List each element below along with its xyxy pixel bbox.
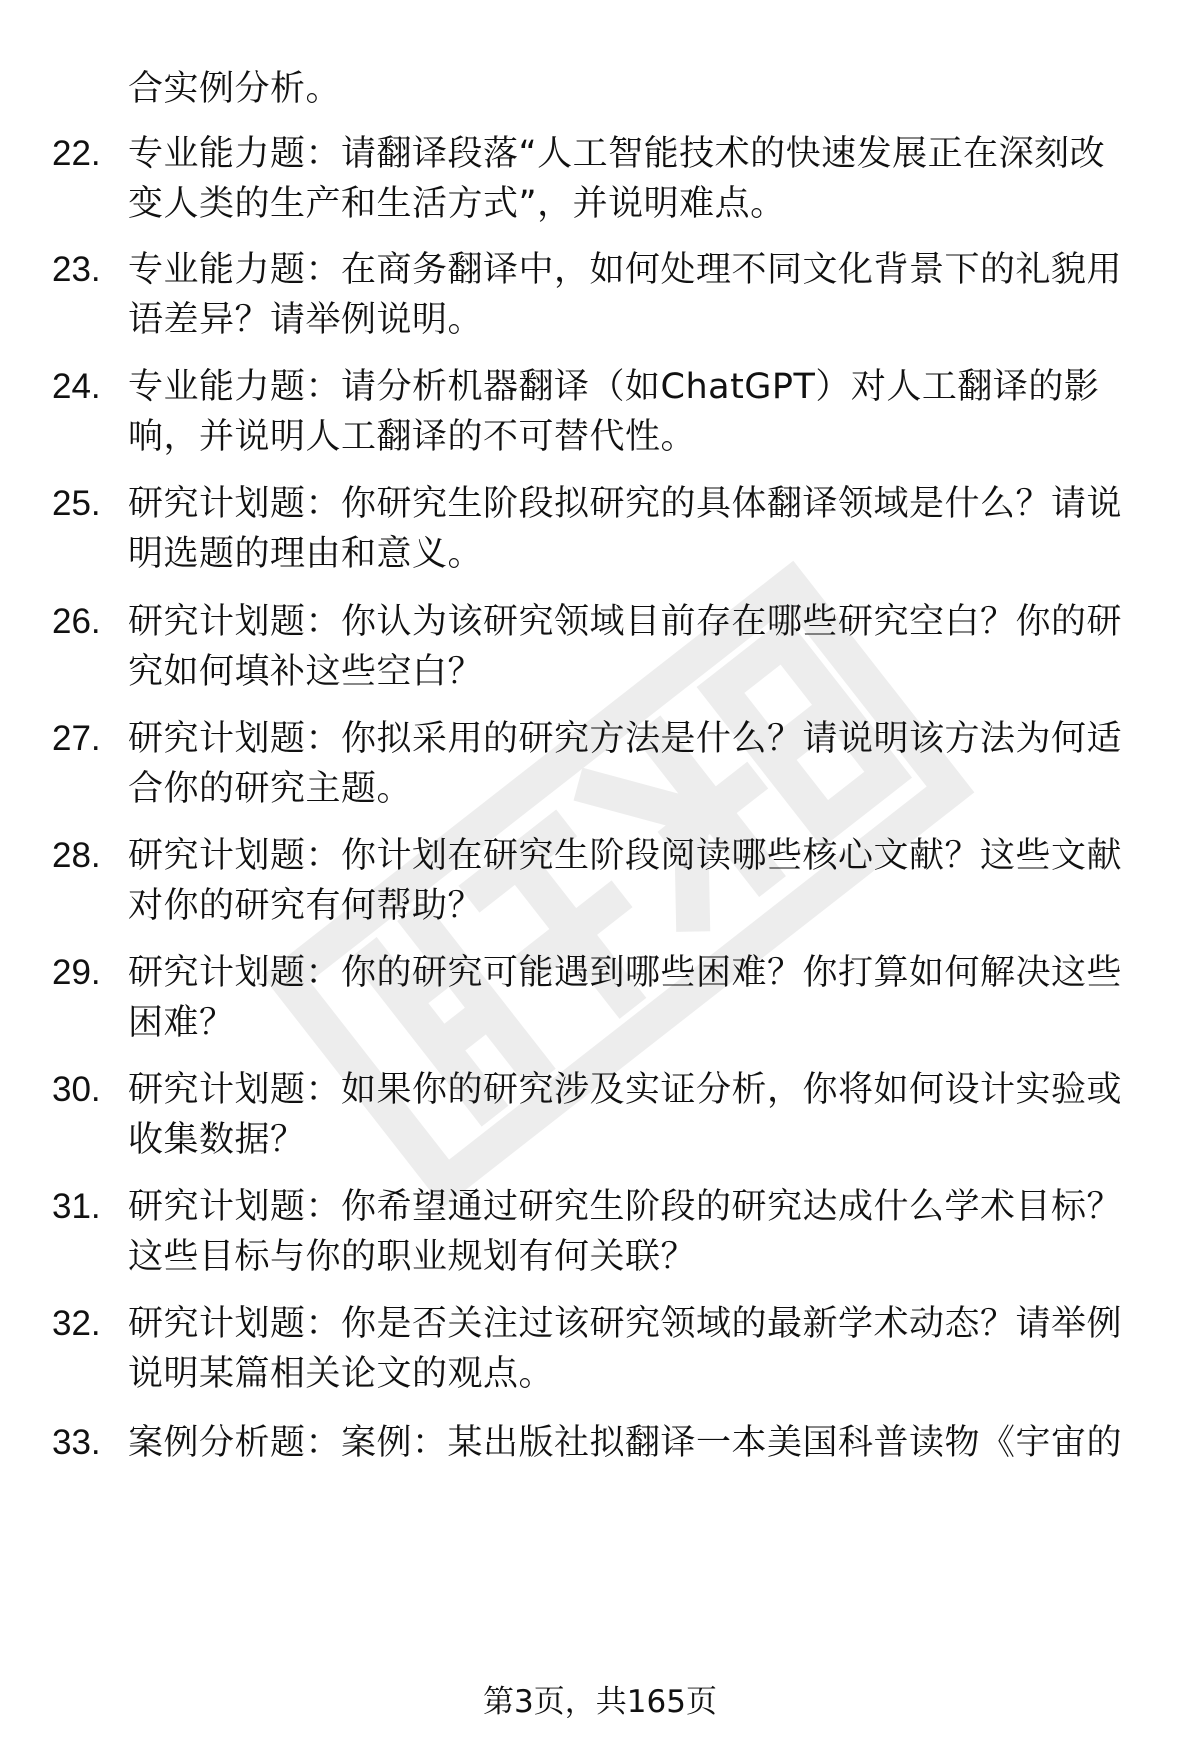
question-text: 研究计划题：你拟采用的研究方法是什么？请说明该方法为何适合你的研究主题。 [128,719,1123,809]
list-item [0,129,1200,239]
question-number: 32. [52,1304,101,1343]
question-text: 专业能力题：请翻译段落“人工智能技术的快速发展正在深刻改变人类的生产和生活方式”，并说明难点。 [128,134,1106,224]
list-item [0,597,1200,707]
list-item [0,1418,1200,1528]
question-number: 23. [52,250,101,289]
question-number: 30. [52,1070,101,1109]
question-text: 案例分析题：案例：某出版社拟翻译一本美国科普读物《宇宙的 [128,1423,1123,1463]
question-text: 研究计划题：你认为该研究领域目前存在哪些研究空白？你的研究如何填补这些空白？ [128,602,1123,692]
question-number: 29. [52,953,101,992]
question-text: 研究计划题：如果你的研究涉及实证分析，你将如何设计实验或收集数据？ [128,1070,1123,1160]
page-footer: 第3页，共165页 [483,1684,717,1720]
list-item [0,714,1200,824]
question-text: 研究计划题：你希望通过研究生阶段的研究达成什么学术目标？这些目标与你的职业规划有何关联？ [128,1187,1123,1277]
list-item [0,1182,1200,1292]
question-number: 33. [52,1423,101,1462]
question-number: 22. [52,134,101,173]
question-text: 专业能力题：请分析机器翻译（如ChatGPT）对人工翻译的影响，并说明人工翻译的不可替代性。 [128,367,1100,457]
question-text: 研究计划题：你研究生阶段拟研究的具体翻译领域是什么？请说明选题的理由和意义。 [128,484,1123,574]
question-number: 31. [52,1187,101,1226]
list-item [0,831,1200,941]
list-item [0,1299,1200,1409]
question-number: 27. [52,719,101,758]
question-text: 研究计划题：你计划在研究生阶段阅读哪些核心文献？这些文献对你的研究有何帮助？ [128,836,1123,926]
question-text: 研究计划题：你的研究可能遇到哪些困难？你打算如何解决这些困难？ [128,953,1123,1043]
list-item [0,245,1200,355]
question-number: 28. [52,836,101,875]
list-item [0,1065,1200,1175]
question-text: 专业能力题：在商务翻译中，如何处理不同文化背景下的礼貌用语差异？请举例说明。 [128,250,1123,340]
question-number: 24. [52,367,101,406]
question-text: 研究计划题：你是否关注过该研究领域的最新学术动态？请举例说明某篇相关论文的观点。 [128,1304,1123,1394]
question-number: 25. [52,484,101,523]
continuation-text: 合实例分析。 [128,69,342,109]
list-item [0,479,1200,589]
question-number: 26. [52,602,101,641]
list-item [0,948,1200,1058]
list-item [0,362,1200,472]
